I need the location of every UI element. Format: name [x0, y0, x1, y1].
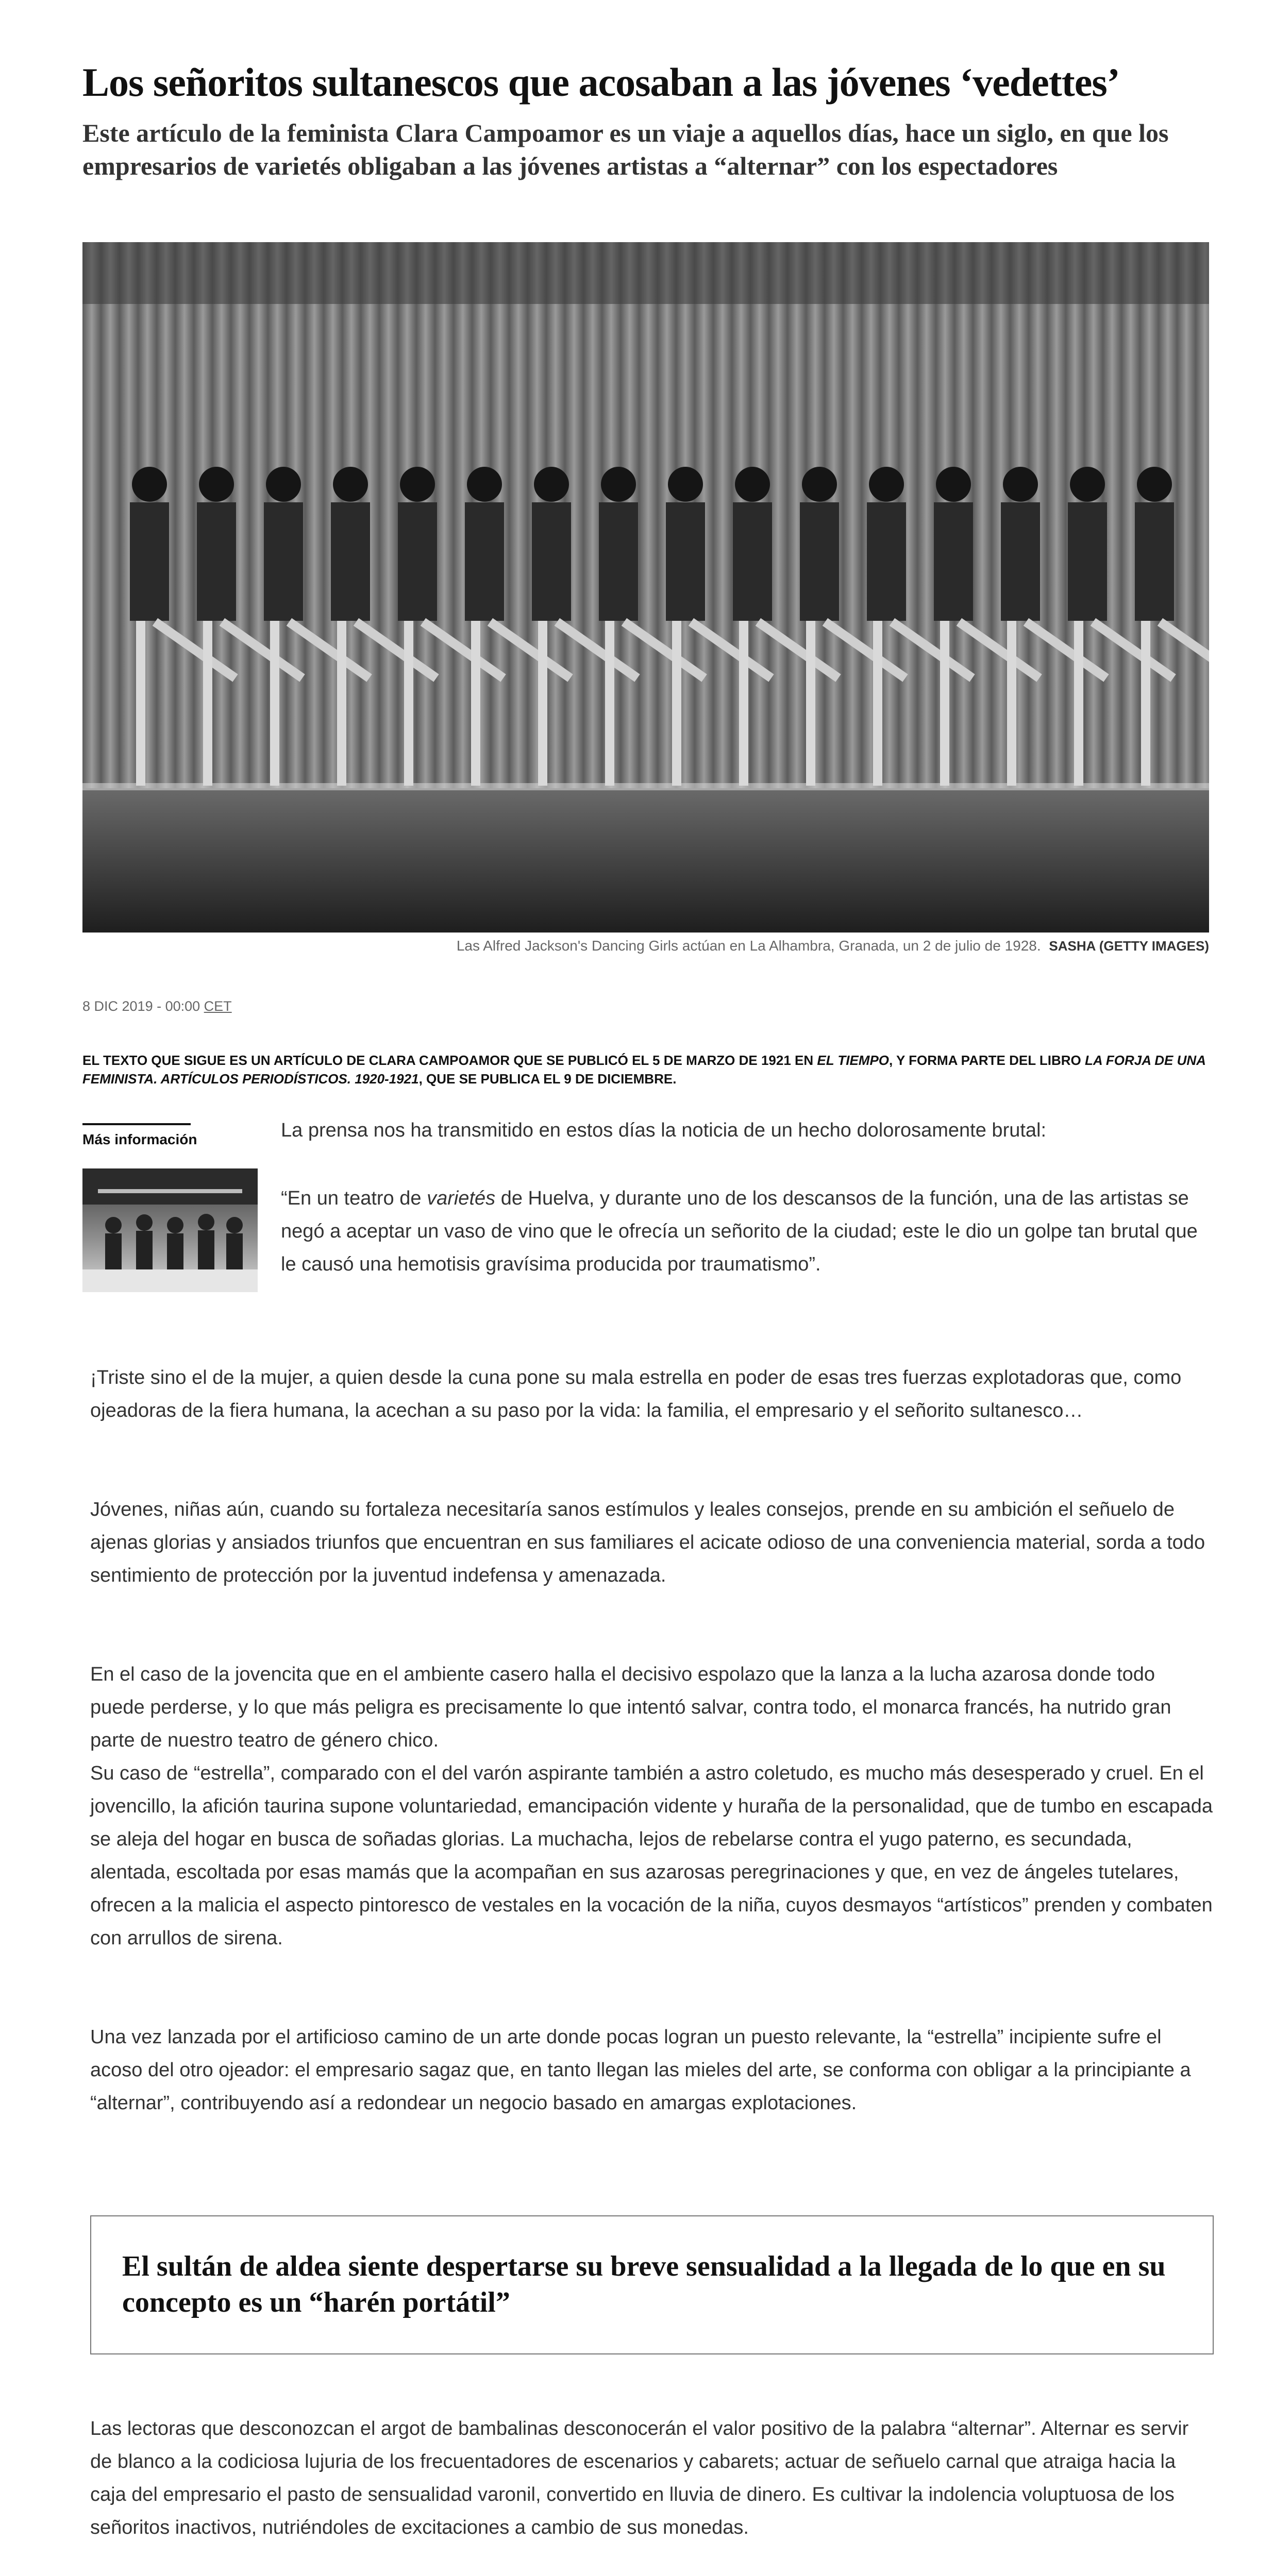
- paragraph-1: La prensa nos ha transmitido en estos días la noticia de un hecho dolorosamente brutal:: [281, 1120, 1047, 1141]
- caption-text: Las Alfred Jackson's Dancing Girls actúan en La Alhambra, Granada, un 2 de julio de 1928.: [456, 938, 1041, 954]
- article-photo: [82, 242, 1209, 933]
- photo-credit: SASHA (GETTY IMAGES): [1049, 938, 1209, 954]
- intro-text-1: EL TEXTO QUE SIGUE ES UN ARTÍCULO DE CLARA CAMPOAMOR QUE SE PUBLICÓ EL 5 DE MARZO DE 1921 EN: [82, 1053, 817, 1068]
- intro-text-3: , QUE SE PUBLICA EL 9 DE DICIEMBRE.: [418, 1071, 677, 1087]
- date-text: 8 DIC 2019 - 00:00: [82, 998, 200, 1014]
- timezone-link[interactable]: CET: [204, 998, 232, 1014]
- related-article-thumbnail[interactable]: [82, 1168, 258, 1292]
- photo-illustration: [82, 242, 1209, 933]
- quote-emphasis: varietés: [427, 1188, 496, 1209]
- pullquote-box: [90, 2215, 1214, 2354]
- pullquote: El sultán de aldea siente despertarse su breve sensualidad a la llegada de lo que en su concepto es un “harén portátil”: [122, 2250, 1166, 2318]
- article-subheadline: Este artículo de la feminista Clara Campoamor es un viaje a aquellos días, hace un siglo, en que los empresarios de varietés obligaban a las jóvenes artistas a “alternar” con los espectadores: [82, 118, 1169, 180]
- more-info-divider: [82, 1123, 191, 1125]
- more-info-section: [82, 1123, 268, 1148]
- paragraph-2: ¡Triste sino el de la mujer, a quien desde la cuna pone su mala estrella en poder de esas tres fuerzas explotadoras que, como ojeadoras de la fiera humana, la acechan a su paso por la vida: la familia, el empresario y el señorito sultanesco…: [90, 1367, 1182, 1421]
- publish-date: [82, 998, 232, 1014]
- article-headline: Los señoritos sultanescos que acosaban a las jóvenes ‘vedettes’: [82, 60, 1120, 105]
- quoted-news: [281, 1182, 1209, 1281]
- photo-caption: [82, 936, 1209, 956]
- more-info-label: Más información: [82, 1131, 197, 1147]
- intro-book: LA FORJA DE UNA FEMINISTA. ARTÍCULOS PERIODÍSTICOS. 1920-1921: [82, 1053, 1205, 1087]
- paragraph-4b: Su caso de “estrella”, comparado con el del varón aspirante también a astro coletudo, es mucho más desesperado y cruel. En el jovencillo, la afición taurina supone voluntariedad, emancipación vidente y huraña de la personalidad, que de tumbo en escapada se aleja del hogar en busca de soñadas glorias. La muchacha, lejos de rebelarse contra el yugo paterno, es secundada, alentada, escoltada por esas mamás que la acompañan en sus azarosas peregrinaciones y que, en vez de ángeles tutelares, ofrecen a la malicia el aspecto pintoresco de vestales en la vocación de la niña, cuyos desmayos “artísticos” prenden y combaten con arrullos de sirena.: [90, 1762, 1213, 1949]
- quote-text-a: “En un teatro de: [281, 1188, 427, 1209]
- intro-text-2: , Y FORMA PARTE DEL LIBRO: [889, 1053, 1085, 1068]
- paragraph-4a: En el caso de la jovencita que en el ambiente casero halla el decisivo espolazo que la lanza a la lucha azarosa donde todo puede perderse, y lo que más peligra es precisamente lo que intentó salvar, contra todo, el monarca francés, ha nutrido gran parte de nuestro teatro de género chico.: [90, 1664, 1171, 1751]
- paragraph-3: Jóvenes, niñas aún, cuando su fortaleza necesitaría sanos estímulos y leales consejos, prende en su ambición el señuelo de ajenas glorias y ansiados triunfos que encuentran en sus familiares el acicate odioso de una conveniencia material, sorda a todo sentimiento de protección por la juventud indefensa y amenazada.: [90, 1499, 1205, 1586]
- article-intro: [82, 1051, 1206, 1088]
- thumbnail-illustration: [82, 1168, 258, 1292]
- paragraph-6: Las lectoras que desconozcan el argot de bambalinas desconocerán el valor positivo de la palabra “alternar”. Alternar es servir de blanco a la codiciosa lujuria de los frecuentadores de escenarios y cabarets; actuar de señuelo carnal que atraiga hacia la caja del empresario el pasto de sensualidad varonil, convertido en lluvia de dinero. Es cultivar la indolencia voluptuosa de los señoritos inactivos, nutriéndoles de excitaciones a cambio de sus monedas.: [90, 2418, 1189, 2538]
- intro-paper: EL TIEMPO: [817, 1053, 890, 1068]
- quote-text-b: de Huelva, y durante uno de los descansos de la función, una de las artistas se negó a aceptar un vaso de vino que le ofrecía un señorito de la ciudad; este le dio un golpe tan brutal que le causó una hemotisis gravísima producida por traumatismo”.: [281, 1188, 1198, 1275]
- paragraph-5: Una vez lanzada por el artificioso camino de un arte donde pocas logran un puesto relevante, la “estrella” incipiente sufre el acoso del otro ojeador: el empresario sagaz que, en tanto llegan las mieles del arte, se conforma con obligar a la principiante a “alternar”, contribuyendo así a redondear un negocio basado en amargas explotaciones.: [90, 2026, 1191, 2114]
